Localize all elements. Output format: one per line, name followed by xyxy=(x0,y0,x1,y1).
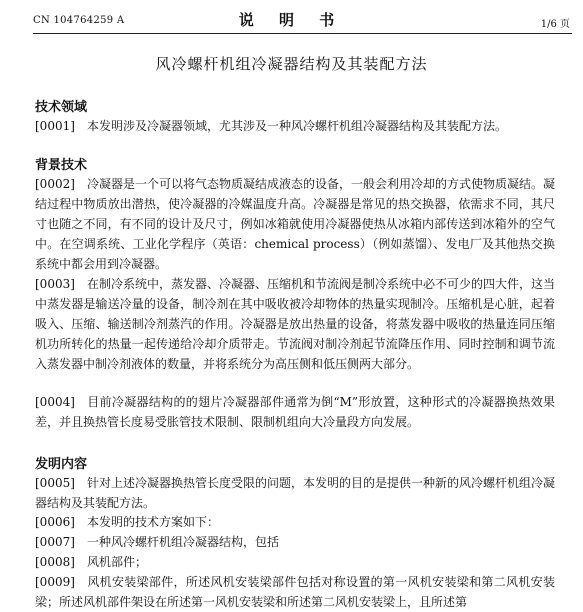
header-divider xyxy=(33,33,572,34)
paragraph-number: [0003] xyxy=(35,277,75,291)
section-heading-tech-field: 技术领域 xyxy=(35,100,88,115)
paragraph-0009 xyxy=(35,572,555,612)
paragraph-text: 冷凝器是一个可以将气态物质凝结成液态的设备，一般会利用冷却的方式使物质凝结。凝结过程中物质放出潜热，使冷凝器的冷媒温度升高。冷凝器是常见的热交换器，依需求不同，其尺寸也随之不同，有不同的设计及尺寸，例如冰箱就使用冷凝器使热从冰箱内部传送到冰箱外的空气中。在空调系统、工业化学程序（英语：chemical process）（例如蒸馏）、发电厂及其他热交换系统中都会用到冷凝器。 xyxy=(35,177,556,271)
paragraph-text: 在制冷系统中，蒸发器、冷凝器、压缩机和节流阀是制冷系统中必不可少的四大件，这当中蒸发器是输送冷量的设备，制冷剂在其中吸收被冷却物体的热量实现制冷。压缩机是心脏，起着吸入、压缩、输送制冷剂蒸汽的作用。冷凝器是放出热量的设备，将蒸发器中吸收的热量连同压缩机功所转化的热量一起传递给冷却介质带走。节流阀对制冷剂起节流降压作用、同时控制和调节流入蒸发器中制冷剂液体的数量，并将系统分为高压侧和低压侧两大部分。 xyxy=(35,277,556,371)
paragraph-0006 xyxy=(35,512,555,532)
paragraph-0005 xyxy=(35,473,555,513)
section-heading-summary: 发明内容 xyxy=(35,457,88,472)
paragraph-number: [0008] xyxy=(35,555,75,569)
paragraph-number: [0006] xyxy=(35,515,75,529)
header-title: 说 明 书 xyxy=(238,11,345,29)
document-number: CN 104764259 A xyxy=(33,15,125,26)
paragraph-text: 风机安装梁部件，所述风机安装梁部件包括对称设置的第一风机安装梁和第二风机安装梁；所述风机部件架设在所述第一风机安装梁和所述第二风机安装梁上，且所述第 xyxy=(35,575,555,609)
section-heading-background: 背景技术 xyxy=(35,158,88,173)
paragraph-0008 xyxy=(35,552,555,572)
paragraph-number: [0005] xyxy=(35,476,75,490)
paragraph-text: 一种风冷螺杆机组冷凝器结构，包括 xyxy=(87,535,280,549)
paragraph-0004 xyxy=(35,392,555,432)
paragraph-number: [0007] xyxy=(35,535,75,549)
paragraph-0002 xyxy=(35,174,555,274)
paragraph-text: 本发明涉及冷凝器领域，尤其涉及一种风冷螺杆机组冷凝器结构及其装配方法。 xyxy=(87,119,508,133)
paragraph-number: [0004] xyxy=(35,395,75,409)
page-header xyxy=(0,0,583,36)
paragraph-0001 xyxy=(35,116,555,136)
paragraph-number: [0001] xyxy=(35,119,75,133)
paragraph-text: 目前冷凝器结构的的翅片冷凝器部件通常为倒“M”形放置，这种形式的冷凝器换热效果差，并且换热管长度易受胀管技术限制、限制机组向大冷量段方向发展。 xyxy=(35,395,555,429)
paragraph-text: 风机部件； xyxy=(87,555,148,569)
paragraph-number: [0009] xyxy=(35,575,75,589)
paragraph-text: 本发明的技术方案如下： xyxy=(87,515,220,529)
page-number: 1/6 页 xyxy=(540,19,570,30)
paragraph-text: 针对上述冷凝器换热管长度受限的问题，本发明的目的是提供一种新的风冷螺杆机组冷凝器结构及其装配方法。 xyxy=(35,476,556,510)
document-title: 风冷螺杆机组冷凝器结构及其装配方法 xyxy=(155,55,428,73)
paragraph-number: [0002] xyxy=(35,177,75,191)
paragraph-0007 xyxy=(35,532,555,552)
paragraph-0003 xyxy=(35,274,555,374)
